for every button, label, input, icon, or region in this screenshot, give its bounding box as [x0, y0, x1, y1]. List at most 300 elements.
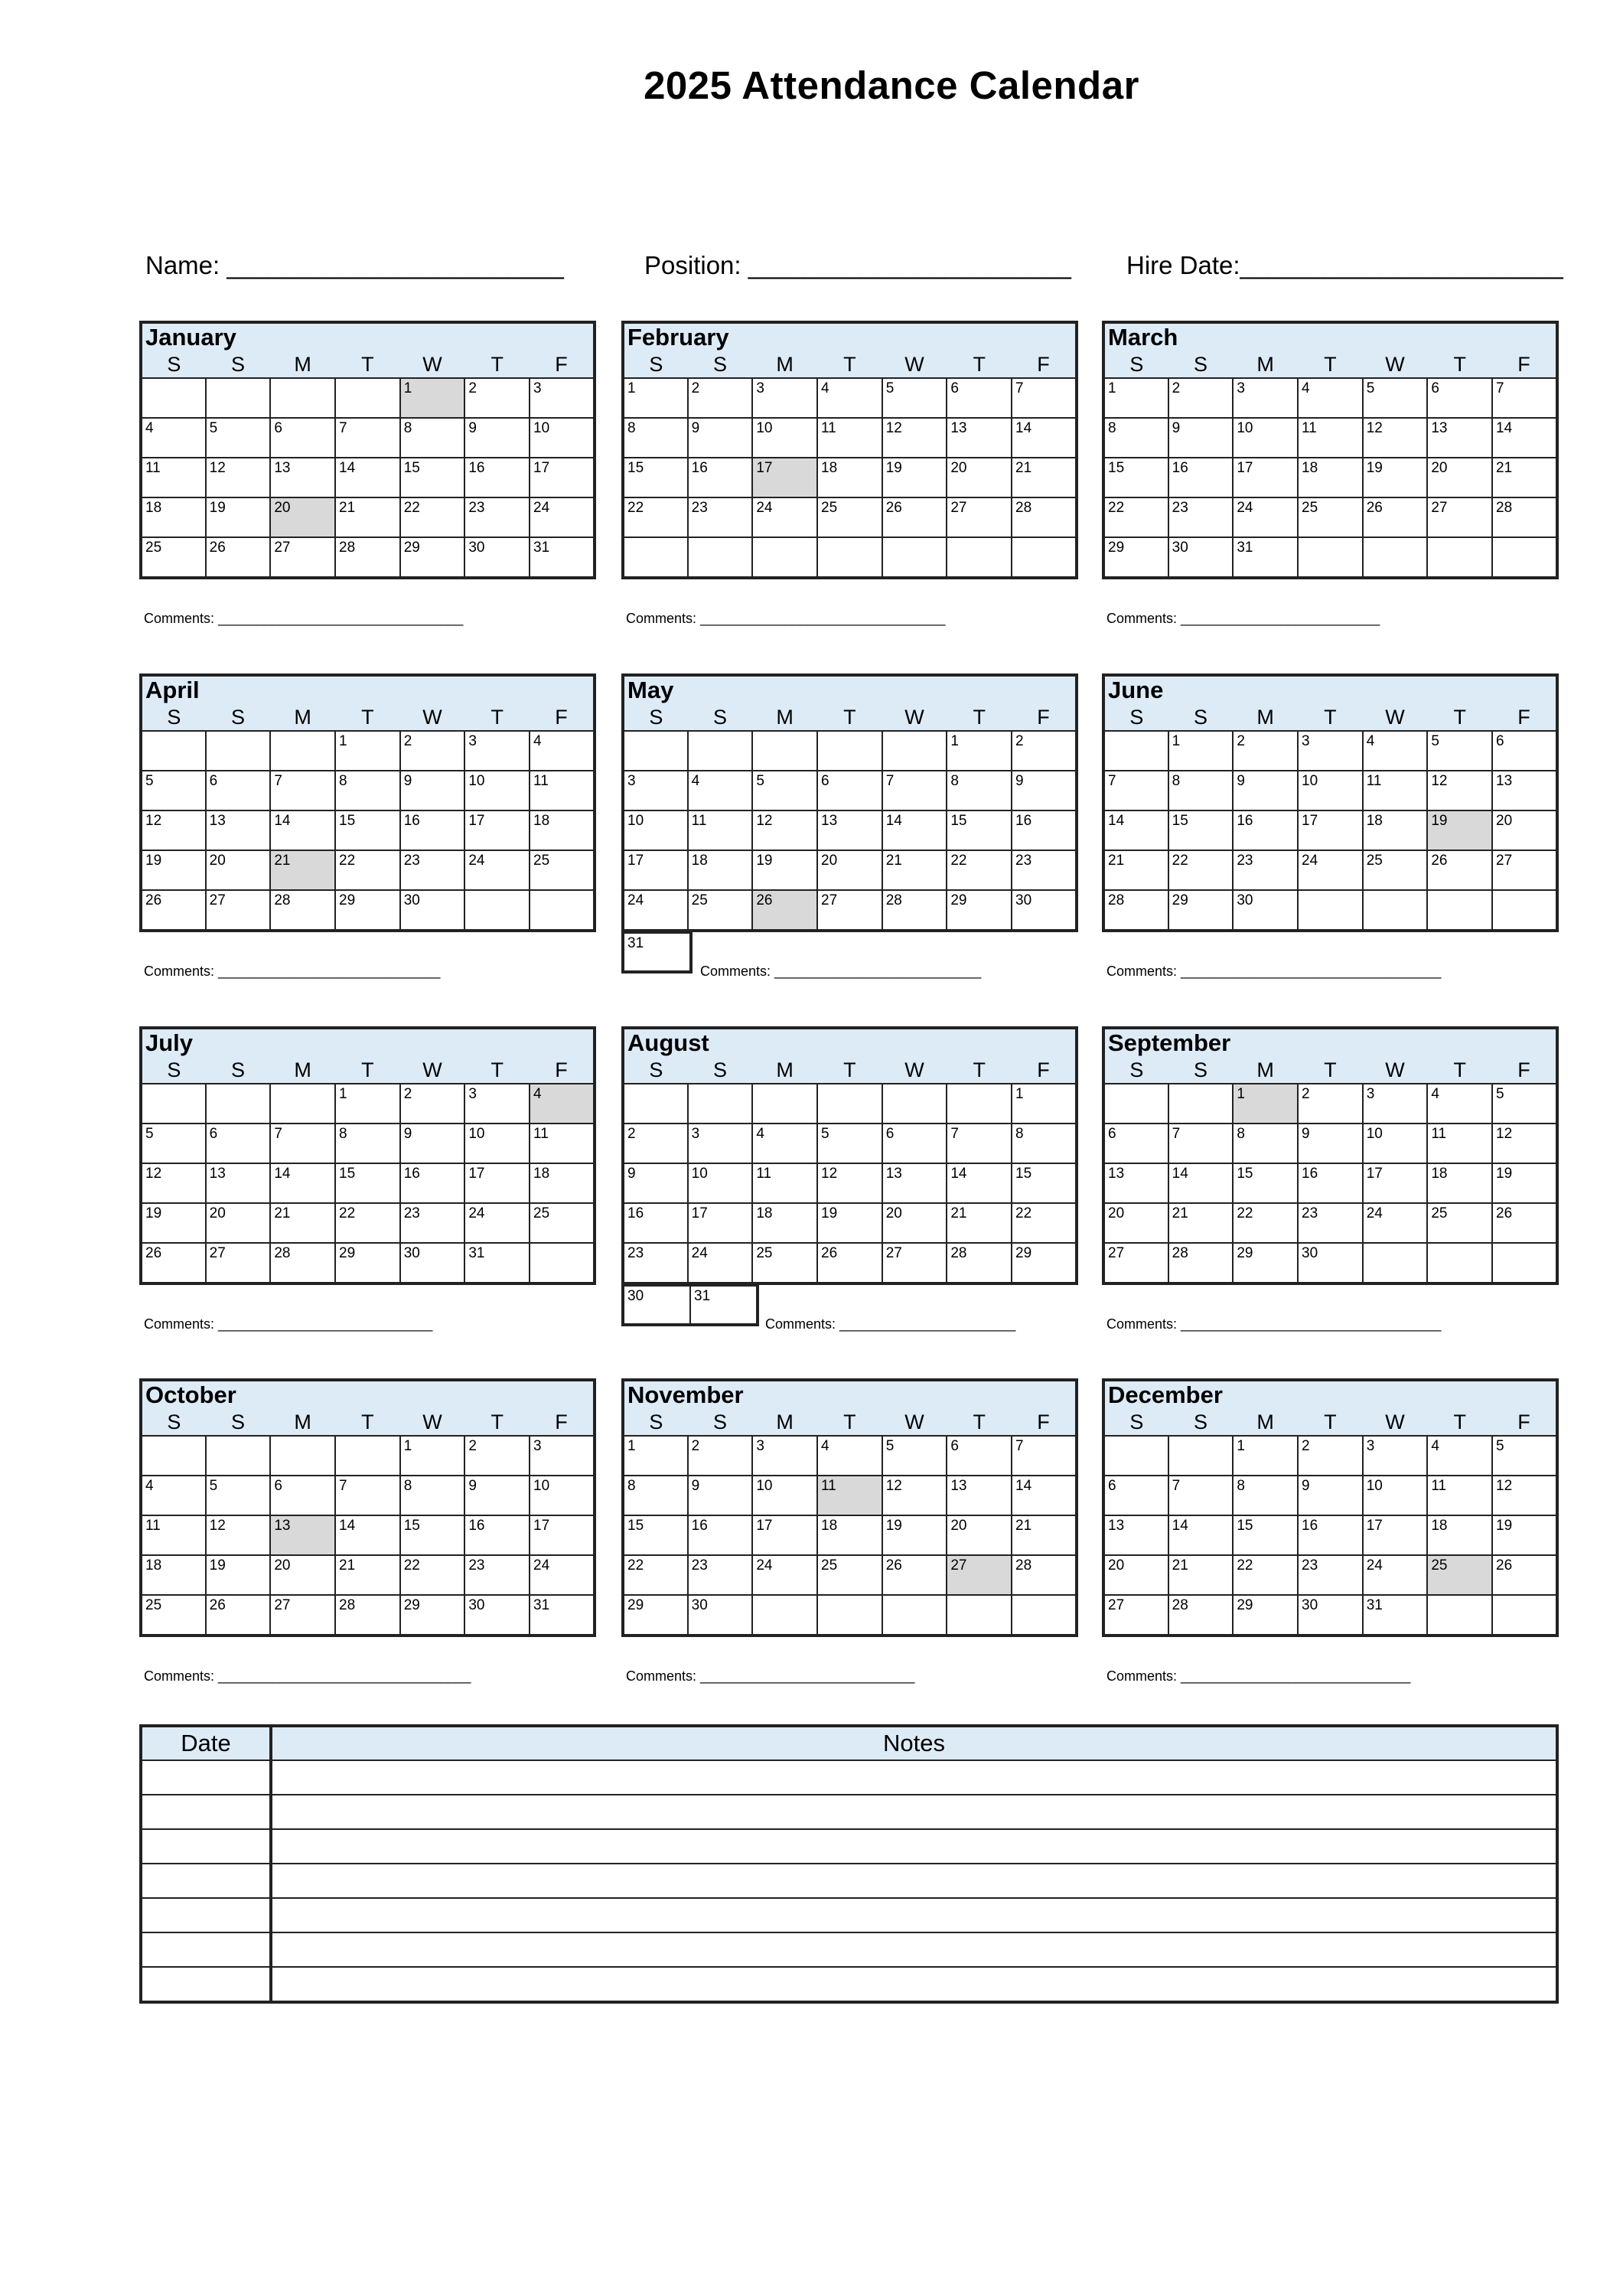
day-cell[interactable] — [1363, 378, 1428, 418]
day-cell[interactable] — [688, 458, 753, 497]
day-cell[interactable] — [206, 1163, 271, 1203]
day-cell[interactable] — [688, 1555, 753, 1595]
day-cell[interactable] — [817, 458, 882, 497]
day-cell[interactable] — [530, 1436, 595, 1476]
day-cell[interactable] — [1103, 1124, 1168, 1163]
day-cell[interactable] — [1012, 458, 1077, 497]
comments-field[interactable]: Comments: ______________________________ — [1106, 1668, 1411, 1684]
day-cell[interactable] — [1298, 1436, 1363, 1476]
day-cell[interactable] — [141, 537, 206, 578]
day-cell[interactable] — [1012, 1515, 1077, 1555]
notes-date-cell[interactable] — [141, 1864, 271, 1898]
day-cell[interactable] — [817, 497, 882, 537]
comments-field[interactable]: Comments: __________________________________ — [1106, 1316, 1442, 1332]
day-cell[interactable] — [1012, 1243, 1077, 1283]
day-cell[interactable] — [1233, 1084, 1298, 1124]
day-cell[interactable] — [817, 378, 882, 418]
notes-text-cell[interactable] — [271, 1795, 1557, 1829]
day-cell[interactable] — [1492, 1203, 1557, 1243]
day-cell[interactable] — [1427, 1163, 1492, 1203]
day-cell[interactable] — [752, 1203, 817, 1243]
day-cell[interactable] — [530, 731, 595, 771]
day-cell[interactable] — [206, 771, 271, 810]
day-cell[interactable] — [1492, 771, 1557, 810]
day-cell[interactable] — [1168, 1203, 1234, 1243]
day-cell[interactable] — [882, 771, 947, 810]
day-cell[interactable] — [688, 850, 753, 890]
day-cell[interactable] — [1363, 810, 1428, 850]
day-cell[interactable] — [1298, 418, 1363, 458]
day-cell[interactable] — [530, 1124, 595, 1163]
day-cell[interactable] — [752, 1243, 817, 1283]
day-cell[interactable] — [530, 1203, 595, 1243]
day-cell[interactable] — [688, 1163, 753, 1203]
day-cell[interactable] — [464, 731, 530, 771]
day-cell[interactable] — [1363, 1203, 1428, 1243]
day-cell[interactable] — [817, 810, 882, 850]
day-cell[interactable] — [752, 418, 817, 458]
day-cell[interactable] — [623, 1203, 688, 1243]
day-cell[interactable] — [400, 1124, 465, 1163]
day-cell[interactable] — [1427, 418, 1492, 458]
day-cell[interactable] — [464, 1515, 530, 1555]
day-cell[interactable] — [1233, 1163, 1298, 1203]
day-cell[interactable] — [335, 1203, 400, 1243]
day-cell[interactable] — [1363, 1595, 1428, 1636]
day-cell[interactable] — [270, 537, 335, 578]
day-cell[interactable] — [1363, 497, 1428, 537]
day-cell[interactable] — [1103, 1476, 1168, 1515]
notes-text-cell[interactable] — [271, 1967, 1557, 2002]
comments-field[interactable]: Comments: ________________________________ — [144, 611, 464, 626]
day-cell[interactable] — [1492, 890, 1557, 931]
day-cell[interactable] — [947, 850, 1012, 890]
day-cell[interactable] — [623, 890, 688, 931]
day-cell[interactable] — [270, 418, 335, 458]
day-cell[interactable] — [335, 1163, 400, 1203]
comments-field[interactable]: Comments: ____________________________ — [626, 1668, 915, 1684]
day-cell[interactable] — [752, 1595, 817, 1636]
day-cell[interactable] — [623, 731, 688, 771]
day-cell[interactable] — [947, 378, 1012, 418]
day-cell[interactable] — [1168, 378, 1234, 418]
day-cell[interactable] — [530, 1476, 595, 1515]
day-cell[interactable] — [1168, 497, 1234, 537]
day-cell[interactable] — [882, 1084, 947, 1124]
day-cell[interactable] — [1298, 1595, 1363, 1636]
comments-field[interactable]: Comments: __________________________________ — [1106, 964, 1442, 979]
day-cell[interactable] — [1492, 1595, 1557, 1636]
day-cell[interactable] — [1363, 1515, 1428, 1555]
day-cell[interactable] — [1363, 418, 1428, 458]
day-cell[interactable] — [947, 1243, 1012, 1283]
day-cell[interactable] — [335, 418, 400, 458]
name-field[interactable]: Name: ________________________ — [145, 251, 564, 279]
day-cell[interactable] — [752, 1124, 817, 1163]
day-cell[interactable] — [688, 1515, 753, 1555]
notes-date-cell[interactable] — [141, 1760, 271, 1795]
day-cell[interactable] — [1103, 378, 1168, 418]
day-cell[interactable] — [817, 1203, 882, 1243]
day-cell[interactable] — [1103, 537, 1168, 578]
day-cell[interactable] — [1012, 1084, 1077, 1124]
notes-text-cell[interactable] — [271, 1829, 1557, 1864]
day-cell[interactable] — [1363, 850, 1428, 890]
day-cell[interactable] — [1168, 731, 1234, 771]
day-cell[interactable] — [1168, 771, 1234, 810]
day-cell[interactable] — [817, 1243, 882, 1283]
day-cell[interactable] — [882, 850, 947, 890]
day-cell[interactable] — [1012, 1555, 1077, 1595]
day-cell[interactable] — [623, 1515, 688, 1555]
day-cell[interactable] — [882, 810, 947, 850]
day-cell[interactable] — [817, 1124, 882, 1163]
day-cell[interactable] — [335, 1555, 400, 1595]
day-cell[interactable] — [464, 418, 530, 458]
day-cell[interactable] — [1233, 378, 1298, 418]
day-cell[interactable] — [270, 1084, 335, 1124]
day-cell[interactable] — [882, 890, 947, 931]
day-cell[interactable] — [752, 1515, 817, 1555]
day-cell[interactable] — [1427, 1555, 1492, 1595]
day-cell[interactable] — [464, 850, 530, 890]
day-cell[interactable] — [688, 418, 753, 458]
day-cell[interactable] — [1492, 1243, 1557, 1283]
day-cell[interactable] — [1363, 458, 1428, 497]
day-cell[interactable] — [141, 771, 206, 810]
day-cell[interactable] — [530, 890, 595, 931]
day-cell[interactable] — [1012, 1436, 1077, 1476]
day-cell[interactable] — [464, 537, 530, 578]
day-cell[interactable] — [882, 1436, 947, 1476]
day-cell[interactable] — [947, 418, 1012, 458]
day-cell[interactable] — [206, 418, 271, 458]
day-cell[interactable] — [1492, 1476, 1557, 1515]
day-cell[interactable] — [530, 1515, 595, 1555]
day-cell[interactable] — [688, 1243, 753, 1283]
day-cell[interactable] — [1012, 1476, 1077, 1515]
day-cell[interactable] — [1233, 497, 1298, 537]
day-cell[interactable] — [206, 1084, 271, 1124]
day-cell[interactable] — [141, 1595, 206, 1636]
day-cell[interactable] — [1492, 810, 1557, 850]
day-cell[interactable] — [400, 1084, 465, 1124]
day-cell[interactable] — [1168, 1515, 1234, 1555]
day-cell[interactable] — [1103, 1436, 1168, 1476]
day-cell[interactable] — [882, 378, 947, 418]
day-cell[interactable] — [1103, 1243, 1168, 1283]
day-cell[interactable] — [623, 1163, 688, 1203]
comments-field[interactable]: Comments: ____________________________ — [144, 1316, 433, 1332]
day-cell[interactable] — [1492, 1163, 1557, 1203]
day-cell[interactable] — [1298, 771, 1363, 810]
day-cell[interactable] — [947, 1124, 1012, 1163]
day-cell[interactable] — [464, 1243, 530, 1283]
day-cell[interactable] — [1168, 1595, 1234, 1636]
day-cell[interactable] — [270, 731, 335, 771]
day-cell[interactable] — [335, 1243, 400, 1283]
day-cell[interactable] — [400, 1163, 465, 1203]
day-cell[interactable] — [530, 458, 595, 497]
day-cell[interactable] — [1233, 731, 1298, 771]
day-cell[interactable] — [1168, 1476, 1234, 1515]
day-cell[interactable] — [1492, 850, 1557, 890]
day-cell[interactable] — [335, 1476, 400, 1515]
day-cell[interactable] — [623, 1084, 688, 1124]
day-cell[interactable] — [1492, 378, 1557, 418]
notes-text-cell[interactable] — [271, 1898, 1557, 1932]
day-cell[interactable] — [1363, 1555, 1428, 1595]
day-cell[interactable] — [530, 537, 595, 578]
day-cell[interactable] — [335, 810, 400, 850]
day-cell[interactable] — [206, 810, 271, 850]
day-cell[interactable] — [1103, 1555, 1168, 1595]
notes-date-cell[interactable] — [141, 1932, 271, 1967]
day-cell[interactable] — [1298, 1555, 1363, 1595]
day-cell[interactable] — [270, 1555, 335, 1595]
day-cell[interactable] — [1363, 771, 1428, 810]
day-cell[interactable] — [464, 458, 530, 497]
day-cell[interactable] — [1103, 1595, 1168, 1636]
day-cell[interactable] — [1168, 418, 1234, 458]
day-cell[interactable] — [1103, 497, 1168, 537]
day-cell[interactable] — [947, 810, 1012, 850]
day-cell[interactable] — [400, 1476, 465, 1515]
day-cell[interactable] — [1233, 850, 1298, 890]
day-cell[interactable] — [1492, 1084, 1557, 1124]
comments-field[interactable]: Comments: _____________________________ — [144, 964, 441, 979]
day-cell[interactable] — [1103, 771, 1168, 810]
day-cell[interactable] — [817, 1555, 882, 1595]
day-cell[interactable] — [335, 458, 400, 497]
day-cell[interactable] — [688, 771, 753, 810]
day-cell[interactable] — [752, 771, 817, 810]
day-cell[interactable] — [530, 1084, 595, 1124]
day-cell[interactable] — [947, 537, 1012, 578]
hire-date-field[interactable]: Hire Date:_______________________ — [1126, 251, 1563, 279]
day-cell[interactable] — [817, 1515, 882, 1555]
day-cell[interactable] — [817, 537, 882, 578]
day-cell[interactable] — [141, 850, 206, 890]
day-cell[interactable] — [1298, 850, 1363, 890]
day-cell[interactable] — [947, 497, 1012, 537]
day-cell[interactable] — [1427, 458, 1492, 497]
day-cell[interactable] — [623, 1243, 688, 1283]
day-cell[interactable] — [882, 731, 947, 771]
day-cell[interactable] — [400, 1243, 465, 1283]
day-cell[interactable] — [400, 1436, 465, 1476]
day-cell[interactable] — [400, 458, 465, 497]
day-cell[interactable] — [270, 1595, 335, 1636]
day-cell[interactable] — [817, 890, 882, 931]
day-cell[interactable] — [1492, 497, 1557, 537]
day-cell[interactable] — [1492, 1555, 1557, 1595]
day-cell[interactable] — [817, 771, 882, 810]
day-cell[interactable] — [270, 1436, 335, 1476]
day-cell[interactable] — [141, 378, 206, 418]
day-cell[interactable] — [335, 497, 400, 537]
day-cell[interactable] — [1103, 810, 1168, 850]
day-cell[interactable] — [688, 1084, 753, 1124]
day-cell[interactable] — [1233, 810, 1298, 850]
day-cell[interactable] — [1427, 497, 1492, 537]
day-cell[interactable] — [752, 731, 817, 771]
day-cell[interactable] — [623, 497, 688, 537]
day-cell[interactable] — [817, 1595, 882, 1636]
day-cell[interactable] — [1168, 850, 1234, 890]
day-cell[interactable] — [464, 771, 530, 810]
day-cell[interactable] — [141, 1124, 206, 1163]
day-cell[interactable] — [1168, 1084, 1234, 1124]
day-cell[interactable] — [335, 850, 400, 890]
day-cell[interactable] — [752, 890, 817, 931]
day-cell[interactable] — [1168, 1436, 1234, 1476]
day-cell[interactable] — [464, 1124, 530, 1163]
day-cell[interactable] — [623, 771, 688, 810]
day-cell[interactable] — [206, 497, 271, 537]
day-cell[interactable] — [206, 458, 271, 497]
day-cell[interactable] — [464, 1163, 530, 1203]
day-cell[interactable] — [1012, 418, 1077, 458]
day-cell[interactable] — [1298, 1124, 1363, 1163]
comments-field[interactable]: Comments: _________________________________ — [144, 1668, 471, 1684]
notes-text-cell[interactable] — [271, 1932, 1557, 1967]
day-cell[interactable] — [688, 1595, 753, 1636]
day-cell[interactable] — [752, 378, 817, 418]
day-cell[interactable] — [1012, 850, 1077, 890]
day-cell[interactable] — [752, 1084, 817, 1124]
day-cell[interactable] — [335, 771, 400, 810]
day-cell[interactable] — [1233, 458, 1298, 497]
day-cell[interactable] — [530, 418, 595, 458]
day-cell[interactable] — [206, 1555, 271, 1595]
day-cell[interactable] — [947, 890, 1012, 931]
day-cell[interactable] — [1233, 1124, 1298, 1163]
day-cell[interactable] — [270, 890, 335, 931]
day-cell[interactable] — [270, 497, 335, 537]
day-cell[interactable] — [335, 1595, 400, 1636]
day-cell[interactable] — [817, 1476, 882, 1515]
day-cell[interactable] — [882, 537, 947, 578]
day-cell[interactable] — [1012, 771, 1077, 810]
day-cell[interactable] — [882, 1515, 947, 1555]
day-cell[interactable] — [141, 890, 206, 931]
day-cell[interactable] — [206, 1595, 271, 1636]
day-cell[interactable] — [1168, 1555, 1234, 1595]
day-cell[interactable] — [1233, 1476, 1298, 1515]
day-cell[interactable] — [947, 1163, 1012, 1203]
day-cell[interactable] — [530, 1555, 595, 1595]
day-cell[interactable] — [335, 1124, 400, 1163]
day-cell[interactable] — [1233, 1555, 1298, 1595]
day-cell[interactable] — [530, 771, 595, 810]
day-cell[interactable] — [752, 1163, 817, 1203]
day-cell[interactable] — [1427, 1436, 1492, 1476]
day-cell[interactable] — [1103, 1084, 1168, 1124]
day-cell[interactable] — [623, 1595, 688, 1636]
day-cell[interactable] — [882, 1476, 947, 1515]
day-cell[interactable] — [530, 497, 595, 537]
day-cell[interactable] — [464, 497, 530, 537]
day-cell[interactable] — [1012, 1124, 1077, 1163]
day-cell[interactable] — [206, 1515, 271, 1555]
day-cell[interactable] — [1427, 771, 1492, 810]
day-cell[interactable] — [1103, 890, 1168, 931]
day-cell[interactable] — [947, 1203, 1012, 1243]
day-cell[interactable] — [464, 1436, 530, 1476]
day-cell[interactable] — [1298, 731, 1363, 771]
day-cell[interactable] — [817, 731, 882, 771]
day-cell[interactable] — [1103, 850, 1168, 890]
day-cell[interactable] — [270, 458, 335, 497]
notes-date-cell[interactable] — [141, 1795, 271, 1829]
day-cell[interactable] — [1298, 1515, 1363, 1555]
day-cell[interactable] — [1427, 1515, 1492, 1555]
day-cell[interactable] — [947, 458, 1012, 497]
day-cell[interactable] — [1363, 890, 1428, 931]
notes-date-cell[interactable] — [141, 1829, 271, 1864]
day-cell[interactable] — [530, 1595, 595, 1636]
day-cell[interactable] — [1103, 1515, 1168, 1555]
day-cell[interactable] — [1233, 1203, 1298, 1243]
day-cell[interactable] — [1103, 1163, 1168, 1203]
day-cell[interactable] — [1168, 890, 1234, 931]
day-cell[interactable] — [1012, 1203, 1077, 1243]
day-cell[interactable] — [206, 1476, 271, 1515]
day-cell[interactable] — [623, 1555, 688, 1595]
day-cell[interactable] — [1298, 1084, 1363, 1124]
day-cell[interactable] — [752, 1476, 817, 1515]
position-field[interactable]: Position: _______________________ — [644, 251, 1071, 279]
day-cell[interactable] — [688, 810, 753, 850]
day-cell[interactable] — [335, 1515, 400, 1555]
day-cell[interactable] — [1103, 418, 1168, 458]
day-cell[interactable] — [817, 418, 882, 458]
day-cell[interactable] — [947, 1436, 1012, 1476]
day-cell[interactable] — [1012, 731, 1077, 771]
day-cell[interactable] — [1492, 458, 1557, 497]
day-cell[interactable] — [141, 418, 206, 458]
day-cell[interactable] — [688, 1436, 753, 1476]
day-cell[interactable] — [1427, 810, 1492, 850]
day-cell[interactable] — [464, 1555, 530, 1595]
day-cell[interactable] — [400, 890, 465, 931]
day-cell[interactable] — [882, 497, 947, 537]
day-cell[interactable] — [400, 810, 465, 850]
day-cell[interactable] — [1233, 1515, 1298, 1555]
day-cell[interactable] — [141, 497, 206, 537]
day-cell[interactable] — [1012, 1595, 1077, 1636]
day-cell[interactable] — [464, 810, 530, 850]
day-cell[interactable] — [623, 810, 688, 850]
day-cell[interactable] — [623, 458, 688, 497]
day-cell[interactable] — [1363, 1243, 1428, 1283]
day-cell[interactable] — [1298, 1203, 1363, 1243]
day-cell[interactable] — [1427, 890, 1492, 931]
day-cell[interactable] — [1427, 1084, 1492, 1124]
day-cell[interactable] — [1233, 1243, 1298, 1283]
day-cell[interactable] — [530, 1243, 595, 1283]
day-cell[interactable] — [1492, 1515, 1557, 1555]
day-cell[interactable] — [947, 1595, 1012, 1636]
day-cell[interactable] — [947, 771, 1012, 810]
day-cell[interactable] — [947, 1084, 1012, 1124]
day-cell[interactable] — [1427, 731, 1492, 771]
day-cell[interactable] — [882, 1124, 947, 1163]
day-cell[interactable] — [400, 731, 465, 771]
day-cell[interactable] — [1012, 378, 1077, 418]
day-cell[interactable] — [690, 1286, 758, 1325]
